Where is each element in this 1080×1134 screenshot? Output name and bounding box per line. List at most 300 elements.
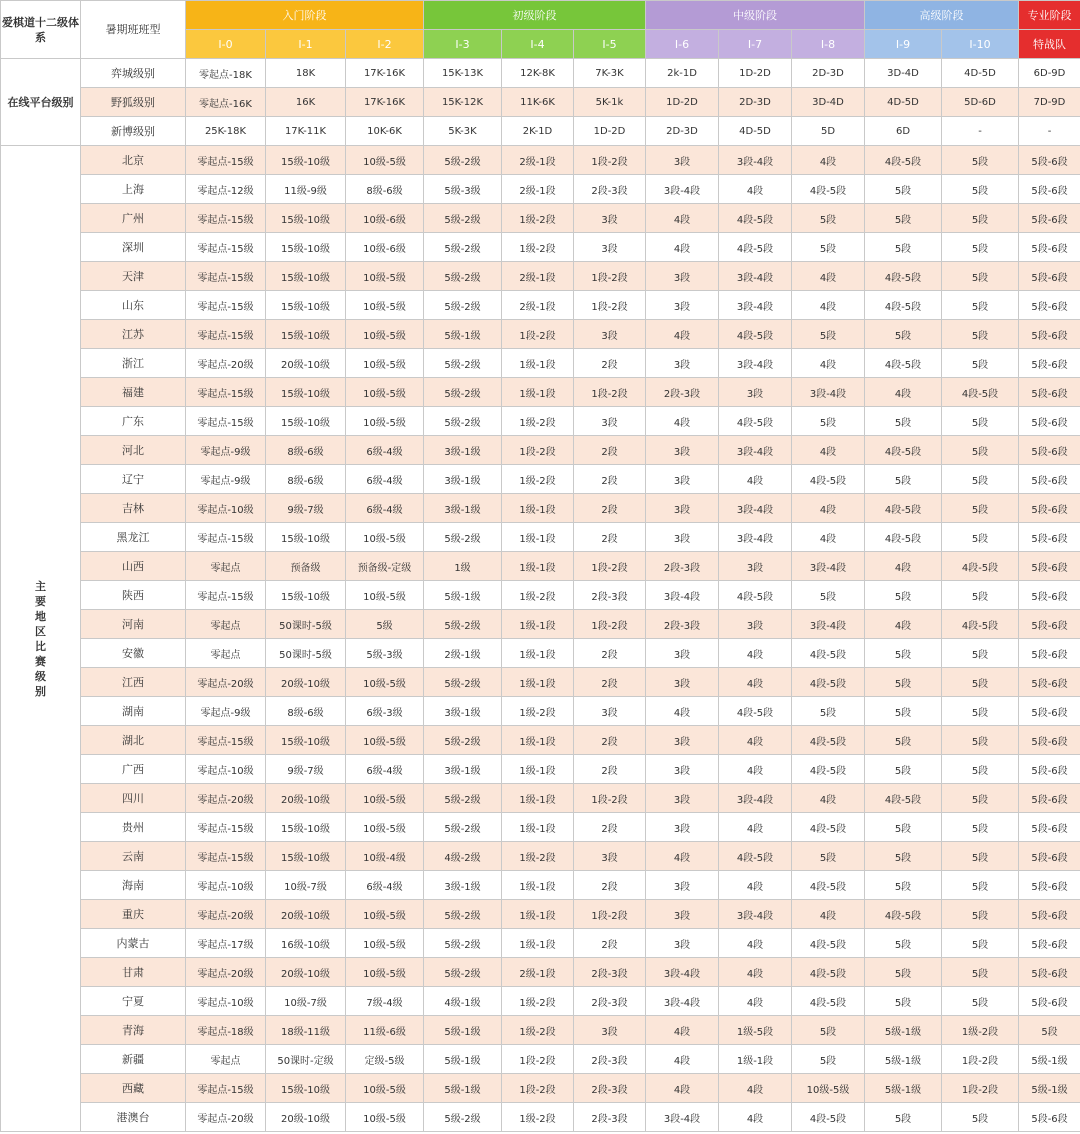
level-value-cell: 2段 <box>574 523 646 552</box>
level-value-cell: 5段 <box>942 146 1019 175</box>
level-value-cell: 5段 <box>865 639 942 668</box>
level-value-cell: 5级-1级 <box>424 581 502 610</box>
level-value-cell: 6D-9D <box>1019 59 1080 88</box>
level-value-cell: 4段-5段 <box>792 958 865 987</box>
level-value-cell: 零起点-20级 <box>186 958 266 987</box>
level-value-cell: 2段-3段 <box>646 378 719 407</box>
level-value-cell: 3段-4段 <box>646 987 719 1016</box>
level-value-cell: 5段 <box>865 813 942 842</box>
level-value-cell: 5级-1级 <box>1019 1074 1080 1103</box>
level-value-cell: 5级-2级 <box>424 146 502 175</box>
level-value-cell: 10级-5级 <box>346 581 424 610</box>
level-value-cell: 4段-5段 <box>792 668 865 697</box>
level-value-cell: 4段 <box>646 1045 719 1074</box>
level-value-cell: 5段-6段 <box>1019 726 1080 755</box>
level-value-cell: 3段 <box>646 784 719 813</box>
level-header-cell: I-10 <box>942 30 1019 59</box>
level-value-cell: 2K-1D <box>502 117 574 146</box>
level-value-cell: 10级-5级 <box>792 1074 865 1103</box>
region-name-cell: 广州 <box>81 204 186 233</box>
level-value-cell: 零起点 <box>186 1045 266 1074</box>
level-value-cell: 4段-5段 <box>865 900 942 929</box>
level-value-cell: 4段-5段 <box>792 755 865 784</box>
region-name-cell: 湖北 <box>81 726 186 755</box>
level-value-cell: 4段 <box>865 552 942 581</box>
level-value-cell: 2段 <box>574 929 646 958</box>
level-value-cell: 5段-6段 <box>1019 320 1080 349</box>
level-value-cell: 5段 <box>942 987 1019 1016</box>
level-value-cell: 2段-3段 <box>646 610 719 639</box>
level-value-cell: 4段-5段 <box>792 465 865 494</box>
region-name-cell: 港澳台 <box>81 1103 186 1132</box>
level-value-cell: 5段 <box>865 958 942 987</box>
level-value-cell: 2k-1D <box>646 59 719 88</box>
level-value-cell: 4段 <box>646 1074 719 1103</box>
level-value-cell: 3段 <box>646 523 719 552</box>
level-value-cell: 4段 <box>646 233 719 262</box>
level-value-cell: 5级-3级 <box>346 639 424 668</box>
level-value-cell: 4段-5段 <box>792 175 865 204</box>
level-value-cell: 5段 <box>865 755 942 784</box>
region-name-cell: 云南 <box>81 842 186 871</box>
level-value-cell: 5级-3级 <box>424 175 502 204</box>
level-value-cell: 15级-10级 <box>266 378 346 407</box>
level-value-cell: 零起点-10级 <box>186 871 266 900</box>
level-value-cell: 50课时-定级 <box>266 1045 346 1074</box>
online-platform-row <box>1 59 1080 88</box>
level-value-cell: 4段 <box>646 407 719 436</box>
level-value-cell: 5段 <box>942 726 1019 755</box>
level-value-cell: 6级-3级 <box>346 697 424 726</box>
level-value-cell: 5段-6段 <box>1019 697 1080 726</box>
level-value-cell: 2段-3段 <box>574 958 646 987</box>
level-value-cell: 16K <box>266 88 346 117</box>
level-value-cell: 5段-6段 <box>1019 494 1080 523</box>
level-value-cell: 4段-5段 <box>719 233 792 262</box>
region-row <box>1 1016 1080 1045</box>
level-value-cell: 定级-5级 <box>346 1045 424 1074</box>
level-value-cell: 4段-5段 <box>719 842 792 871</box>
level-value-cell: 5段-6段 <box>1019 871 1080 900</box>
level-value-cell: 5段-6段 <box>1019 233 1080 262</box>
level-value-cell: 5段 <box>792 1016 865 1045</box>
level-value-cell: 零起点-15级 <box>186 146 266 175</box>
level-value-cell: 3段 <box>646 262 719 291</box>
level-value-cell: 1段-2段 <box>502 320 574 349</box>
level-value-cell: 5段 <box>792 1045 865 1074</box>
level-value-cell: 5段-6段 <box>1019 146 1080 175</box>
level-value-cell: 2段-3段 <box>574 1045 646 1074</box>
level-value-cell: 2级-1段 <box>502 175 574 204</box>
level-value-cell: 10级-6级 <box>346 204 424 233</box>
level-value-cell: 15级-10级 <box>266 262 346 291</box>
level-value-cell: 4段 <box>646 697 719 726</box>
level-value-cell: 11级-9级 <box>266 175 346 204</box>
level-value-cell: 1级-1段 <box>502 755 574 784</box>
level-value-cell: 1级-1段 <box>502 610 574 639</box>
level-value-cell: 3段-4段 <box>646 958 719 987</box>
level-value-cell: 4段 <box>646 1016 719 1045</box>
level-value-cell: 5段 <box>1019 1016 1080 1045</box>
level-value-cell: 5段 <box>942 204 1019 233</box>
level-value-cell: 5段-6段 <box>1019 378 1080 407</box>
level-value-cell: 4段-5段 <box>865 262 942 291</box>
level-value-cell: 5段 <box>865 204 942 233</box>
level-value-cell: 2段 <box>574 813 646 842</box>
level-value-cell: 5段 <box>865 668 942 697</box>
level-value-cell: 1段-2段 <box>574 291 646 320</box>
level-value-cell: 10级-5级 <box>346 929 424 958</box>
level-value-cell: 4段 <box>719 175 792 204</box>
region-name-cell: 辽宁 <box>81 465 186 494</box>
region-name-cell: 黑龙江 <box>81 523 186 552</box>
level-value-cell: 5段 <box>942 784 1019 813</box>
level-value-cell: 4段 <box>792 494 865 523</box>
level-value-cell: 4段 <box>792 146 865 175</box>
level-value-cell: 3段-4段 <box>719 291 792 320</box>
level-value-cell: 5段 <box>865 233 942 262</box>
level-value-cell: 3段-4段 <box>719 349 792 378</box>
region-name-cell: 新疆 <box>81 1045 186 1074</box>
level-value-cell: 5段 <box>942 349 1019 378</box>
level-value-cell: 5段 <box>865 987 942 1016</box>
level-value-cell: 1级-1段 <box>502 784 574 813</box>
level-header-cell: I-8 <box>792 30 865 59</box>
level-value-cell: 零起点-15级 <box>186 581 266 610</box>
level-value-cell: 15级-10级 <box>266 291 346 320</box>
online-platform-group-label: 在线平台级别 <box>1 59 81 146</box>
level-value-cell: 3段 <box>646 494 719 523</box>
region-name-cell: 内蒙古 <box>81 929 186 958</box>
level-value-cell: 6级-4级 <box>346 465 424 494</box>
level-value-cell: 5段-6段 <box>1019 668 1080 697</box>
level-value-cell: 5段-6段 <box>1019 349 1080 378</box>
level-value-cell: 15级-10级 <box>266 233 346 262</box>
region-name-cell: 福建 <box>81 378 186 407</box>
level-value-cell: 零起点-15级 <box>186 262 266 291</box>
level-value-cell: 5段-6段 <box>1019 1103 1080 1132</box>
level-value-cell: 4段 <box>719 726 792 755</box>
region-row <box>1 958 1080 987</box>
level-value-cell: 15级-10级 <box>266 1074 346 1103</box>
level-value-cell: 1级-1段 <box>502 871 574 900</box>
level-value-cell: 1段-2段 <box>574 378 646 407</box>
region-row <box>1 291 1080 320</box>
level-value-cell: 4段 <box>719 639 792 668</box>
level-value-cell: 17K-11K <box>266 117 346 146</box>
region-row <box>1 581 1080 610</box>
level-value-cell: 3段-4段 <box>719 262 792 291</box>
level-value-cell: 5级-2级 <box>424 378 502 407</box>
level-value-cell: 预备级 <box>266 552 346 581</box>
region-name-cell: 陕西 <box>81 581 186 610</box>
level-value-cell: 5段-6段 <box>1019 436 1080 465</box>
level-value-cell: 5级-2级 <box>424 726 502 755</box>
level-value-cell: 3段 <box>574 320 646 349</box>
level-value-cell: 2段 <box>574 726 646 755</box>
level-value-cell: 零起点-20级 <box>186 668 266 697</box>
level-header-cell: I-9 <box>865 30 942 59</box>
level-value-cell: 4段 <box>646 842 719 871</box>
level-value-cell: 3段 <box>646 726 719 755</box>
level-value-cell: 3段-4段 <box>792 378 865 407</box>
level-value-cell: 1段-2段 <box>574 146 646 175</box>
level-value-cell: 1级 <box>424 552 502 581</box>
level-value-cell: 3级-1级 <box>424 436 502 465</box>
level-value-cell: 5级-2级 <box>424 784 502 813</box>
region-group-label-text: 主要地区比赛级别 <box>35 579 46 698</box>
level-value-cell: 5级-1级 <box>424 1074 502 1103</box>
level-value-cell: 9级-7级 <box>266 755 346 784</box>
level-value-cell: 零起点-15级 <box>186 204 266 233</box>
table-body <box>1 59 1080 1132</box>
level-value-cell: 9级-7级 <box>266 494 346 523</box>
level-value-cell: 2D-3D <box>719 88 792 117</box>
region-name-cell: 上海 <box>81 175 186 204</box>
level-value-cell: 15级-10级 <box>266 407 346 436</box>
level-value-cell: 15级-10级 <box>266 813 346 842</box>
region-row <box>1 233 1080 262</box>
level-value-cell: 4段-5段 <box>792 639 865 668</box>
level-value-cell: 1级-5段 <box>719 1016 792 1045</box>
level-value-cell: 20级-10级 <box>266 900 346 929</box>
level-value-cell: 1级-1段 <box>502 726 574 755</box>
level-value-cell: 1级-1段 <box>502 523 574 552</box>
level-value-cell: 10级-5级 <box>346 958 424 987</box>
level-value-cell: 零起点-20级 <box>186 784 266 813</box>
level-value-cell: 零起点-15级 <box>186 291 266 320</box>
level-value-cell: 1级-1段 <box>502 552 574 581</box>
region-name-cell: 广东 <box>81 407 186 436</box>
level-value-cell: 5段-6段 <box>1019 842 1080 871</box>
level-value-cell: 1级-2段 <box>502 581 574 610</box>
region-name-cell: 青海 <box>81 1016 186 1045</box>
level-value-cell: 5级-2级 <box>424 523 502 552</box>
region-row <box>1 639 1080 668</box>
level-value-cell: 5级-2级 <box>424 407 502 436</box>
level-value-cell: 5段 <box>865 871 942 900</box>
level-value-cell: 20级-10级 <box>266 958 346 987</box>
level-value-cell: 4段 <box>719 465 792 494</box>
level-value-cell: 7级-4级 <box>346 987 424 1016</box>
level-value-cell: 3段 <box>574 407 646 436</box>
region-name-cell: 安徽 <box>81 639 186 668</box>
region-name-cell: 河南 <box>81 610 186 639</box>
level-value-cell: 2段 <box>574 871 646 900</box>
region-name-cell: 四川 <box>81 784 186 813</box>
level-value-cell: 10级-4级 <box>346 842 424 871</box>
level-value-cell: 5段 <box>865 175 942 204</box>
level-value-cell: 1段-2段 <box>574 900 646 929</box>
level-value-cell: 5段 <box>942 436 1019 465</box>
region-name-cell: 天津 <box>81 262 186 291</box>
level-value-cell: 4段 <box>719 958 792 987</box>
platform-name-cell: 新博级别 <box>81 117 186 146</box>
level-value-cell: 5段 <box>792 581 865 610</box>
level-value-cell: 零起点-15级 <box>186 842 266 871</box>
level-value-cell: 18级-11级 <box>266 1016 346 1045</box>
level-value-cell: 5段 <box>865 842 942 871</box>
region-name-cell: 深圳 <box>81 233 186 262</box>
level-value-cell: 5段-6段 <box>1019 755 1080 784</box>
level-value-cell: 15级-10级 <box>266 523 346 552</box>
region-row <box>1 523 1080 552</box>
level-value-cell: 4段-5段 <box>719 320 792 349</box>
level-value-cell: 4段-5段 <box>719 697 792 726</box>
level-value-cell: 零起点-17级 <box>186 929 266 958</box>
region-name-cell: 吉林 <box>81 494 186 523</box>
level-value-cell: 2级-1段 <box>502 291 574 320</box>
level-value-cell: 5段 <box>792 407 865 436</box>
region-row <box>1 929 1080 958</box>
level-value-cell: 5段 <box>865 1103 942 1132</box>
level-value-cell: 4段-5段 <box>792 813 865 842</box>
level-value-cell: 5段 <box>942 1103 1019 1132</box>
region-row <box>1 552 1080 581</box>
level-header-cell: I-0 <box>186 30 266 59</box>
region-name-cell: 江西 <box>81 668 186 697</box>
level-value-cell: 5D <box>792 117 865 146</box>
level-value-cell: 2段 <box>574 755 646 784</box>
level-value-cell: 5级-2级 <box>424 262 502 291</box>
level-value-cell: 2级-1段 <box>502 146 574 175</box>
level-value-cell: 2段 <box>574 465 646 494</box>
level-value-cell: - <box>942 117 1019 146</box>
level-value-cell: 零起点-15级 <box>186 320 266 349</box>
level-value-cell: 5级-1级 <box>865 1045 942 1074</box>
level-value-cell: 4段 <box>865 378 942 407</box>
region-name-cell: 海南 <box>81 871 186 900</box>
level-value-cell: 5段-6段 <box>1019 958 1080 987</box>
level-value-cell: 3段-4段 <box>719 784 792 813</box>
level-value-cell: 1级-1段 <box>719 1045 792 1074</box>
level-value-cell: 3段 <box>646 929 719 958</box>
level-value-cell: 1级-1段 <box>502 639 574 668</box>
level-value-cell: 5段 <box>942 755 1019 784</box>
level-value-cell: 20级-10级 <box>266 349 346 378</box>
region-row <box>1 842 1080 871</box>
level-header-cell: I-3 <box>424 30 502 59</box>
level-value-cell: 零起点-15级 <box>186 726 266 755</box>
level-value-cell: 2段 <box>574 436 646 465</box>
level-value-cell: 零起点-18级 <box>186 1016 266 1045</box>
level-value-cell: 5段-6段 <box>1019 581 1080 610</box>
level-value-cell: 6级-4级 <box>346 436 424 465</box>
online-platform-row <box>1 117 1080 146</box>
level-value-cell: 3级-1级 <box>424 697 502 726</box>
level-value-cell: 5段 <box>942 842 1019 871</box>
level-value-cell: 8级-6级 <box>266 436 346 465</box>
level-value-cell: 2段-3段 <box>574 581 646 610</box>
level-value-cell: 5级-2级 <box>424 813 502 842</box>
level-value-cell: 零起点 <box>186 639 266 668</box>
level-value-cell: 4段 <box>646 320 719 349</box>
level-value-cell: 3级-1级 <box>424 494 502 523</box>
level-value-cell: 5段-6段 <box>1019 465 1080 494</box>
level-value-cell: 4段-5段 <box>865 494 942 523</box>
level-value-cell: 5段 <box>942 900 1019 929</box>
level-header-cell: 特战队 <box>1019 30 1080 59</box>
level-value-cell: 1级-1段 <box>502 378 574 407</box>
level-value-cell: 5段 <box>865 581 942 610</box>
level-value-cell: 5级-2级 <box>424 349 502 378</box>
level-value-cell: 2段 <box>574 668 646 697</box>
level-value-cell: 3级-1级 <box>424 755 502 784</box>
level-value-cell: 10K-6K <box>346 117 424 146</box>
level-value-cell: 5段 <box>865 697 942 726</box>
table-header <box>1 1 1080 59</box>
level-value-cell: 3段 <box>646 436 719 465</box>
region-group-label <box>1 146 81 1132</box>
level-value-cell: 3段 <box>574 697 646 726</box>
level-value-cell: 1级-2段 <box>502 204 574 233</box>
level-value-cell: 5级-1级 <box>1019 1045 1080 1074</box>
level-value-cell: 1段-2段 <box>942 1045 1019 1074</box>
level-value-cell: 零起点-9级 <box>186 465 266 494</box>
level-value-cell: 3段-4段 <box>792 610 865 639</box>
level-value-cell: 10级-5级 <box>346 349 424 378</box>
level-value-cell: 1段-2段 <box>574 610 646 639</box>
level-value-cell: 10级-5级 <box>346 813 424 842</box>
level-value-cell: 6级-4级 <box>346 755 424 784</box>
region-row <box>1 320 1080 349</box>
level-value-cell: 零起点-10级 <box>186 987 266 1016</box>
level-value-cell: 5段-6段 <box>1019 610 1080 639</box>
region-row <box>1 726 1080 755</box>
level-header-cell: I-6 <box>646 30 719 59</box>
level-value-cell: 10级-5级 <box>346 407 424 436</box>
level-value-cell: 5段-6段 <box>1019 407 1080 436</box>
level-value-cell: 20级-10级 <box>266 668 346 697</box>
level-value-cell: 3段 <box>646 668 719 697</box>
level-value-cell: 5段 <box>942 871 1019 900</box>
level-value-cell: 5段 <box>942 494 1019 523</box>
level-value-cell: 3D-4D <box>865 59 942 88</box>
level-value-cell: 4段-5段 <box>719 581 792 610</box>
level-value-cell: 5段 <box>942 668 1019 697</box>
level-value-cell: 10级-5级 <box>346 320 424 349</box>
level-value-cell: 15级-10级 <box>266 581 346 610</box>
level-value-cell: 1级-1段 <box>502 494 574 523</box>
level-value-cell: 5段 <box>792 697 865 726</box>
level-value-cell: 零起点-20级 <box>186 349 266 378</box>
level-value-cell: 1段-2段 <box>574 784 646 813</box>
level-value-cell: 3段-4段 <box>719 146 792 175</box>
level-value-cell: 5段 <box>942 639 1019 668</box>
level-value-cell: 5段 <box>942 697 1019 726</box>
level-value-cell: 零起点 <box>186 552 266 581</box>
level-value-cell: 5段 <box>942 929 1019 958</box>
class-type-header: 暑期班班型 <box>81 1 186 59</box>
level-value-cell: 1级-1段 <box>502 929 574 958</box>
level-value-cell: 5段 <box>942 813 1019 842</box>
region-row <box>1 436 1080 465</box>
level-value-cell: 5段 <box>942 407 1019 436</box>
level-value-cell: 5级-2级 <box>424 610 502 639</box>
region-name-cell: 贵州 <box>81 813 186 842</box>
level-value-cell: 4级-2级 <box>424 842 502 871</box>
level-value-cell: 3段 <box>719 378 792 407</box>
level-value-cell: 7K-3K <box>574 59 646 88</box>
region-name-cell: 湖南 <box>81 697 186 726</box>
stage-header-row <box>1 1 1080 30</box>
level-value-cell: 5段 <box>942 581 1019 610</box>
level-value-cell: 5段 <box>942 523 1019 552</box>
level-value-cell: 16级-10级 <box>266 929 346 958</box>
level-value-cell: 3段 <box>646 813 719 842</box>
level-value-cell: 10级-5级 <box>346 1074 424 1103</box>
level-value-cell: 3段 <box>574 1016 646 1045</box>
